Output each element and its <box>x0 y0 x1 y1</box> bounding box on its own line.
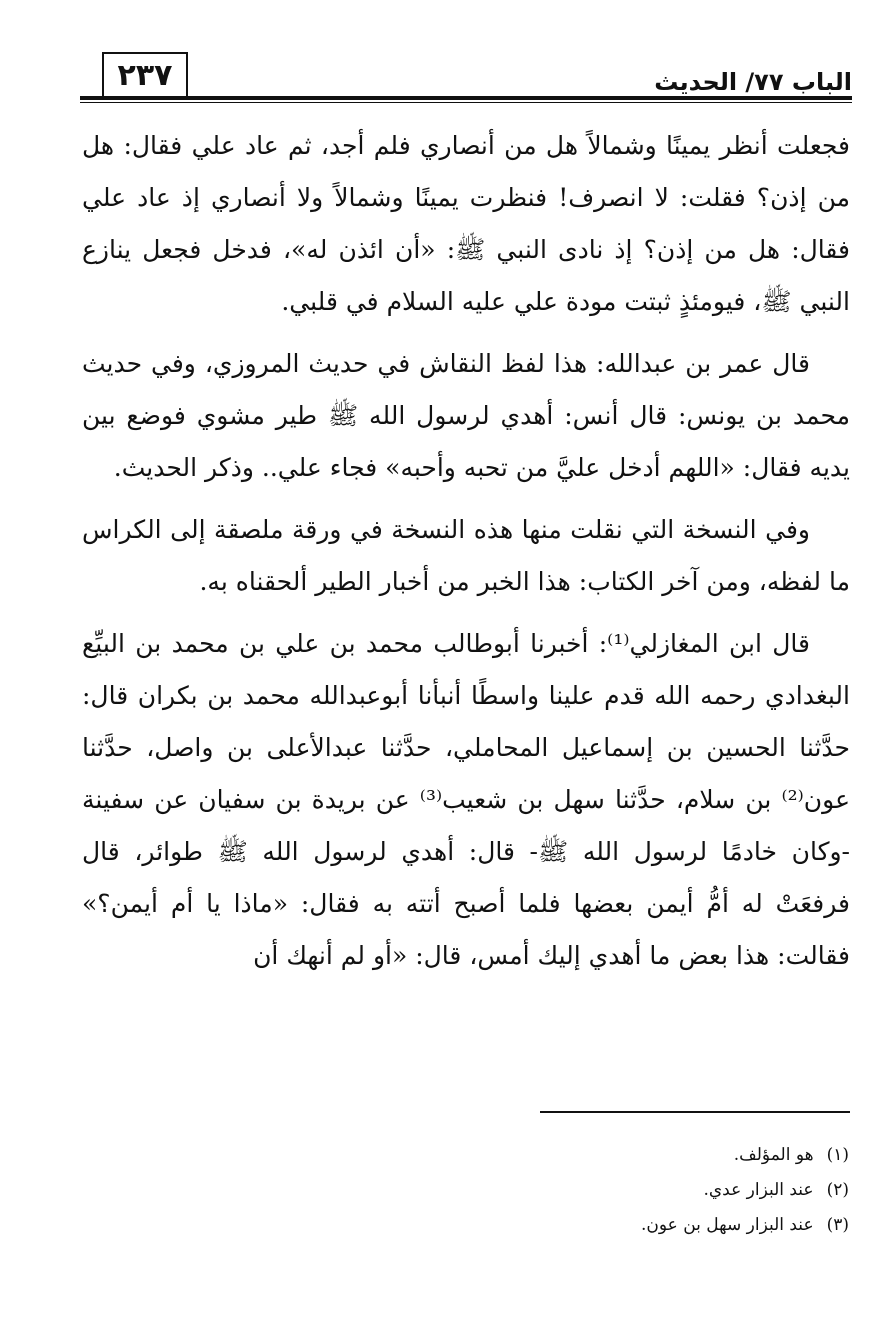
footnotes <box>349 1138 849 1243</box>
footnote-2 <box>349 1173 849 1208</box>
footnote-number: (٢) <box>826 1180 849 1200</box>
header-rule-thin <box>80 102 852 103</box>
paragraph-2: قال عمر بن عبدالله: هذا لفظ النقاش في حديث المروزي، وفي حديث محمد بن يونس: قال أنس: أهدي لرسول الله ﷺ طير مشوي فوضع بين يديه فقال: «اللهم أدخل عليَّ من تحبه وأحبه» فجاء علي.. وذكر الحديث. <box>82 349 850 482</box>
page-number-box <box>102 52 188 96</box>
page-number: ٢٣٧ <box>117 58 173 93</box>
paragraph-3: وفي النسخة التي نقلت منها هذه النسخة في ورقة ملصقة إلى الكراس ما لفظه، ومن آخر الكتاب: هذا الخبر من أخبار الطير ألحقناه به. <box>82 515 850 596</box>
body-text <box>82 120 850 982</box>
footnote-1 <box>349 1138 849 1173</box>
page-header <box>80 52 852 102</box>
footnote-text: عند البزار عدي. <box>703 1180 814 1200</box>
footnote-text: هو المؤلف. <box>733 1145 814 1165</box>
header-rule <box>80 96 852 100</box>
paragraph-1: فجعلت أنظر يمينًا وشمالاً هل من أنصاري فلم أجد، ثم عاد علي فقال: هل من إذن؟ فقلت: لا انصرف! فنظرت يمينًا وشمالاً ولا أنصاري إذ عاد علي فقال: هل من إذن؟ إذ نادى النبي ﷺ: «أن ائذن له»، فدخل فجعل ينازع النبي ﷺ، فيومئذٍ ثبتت مودة علي عليه السلام في قلبي. <box>82 131 850 316</box>
chapter-title: الباب ٧٧/ الحديث <box>654 68 852 96</box>
footnote-text: عند البزار سهل بن عون. <box>640 1215 814 1235</box>
footnote-number: (٣) <box>826 1215 849 1235</box>
footnote-separator <box>540 1111 850 1113</box>
footnote-3 <box>349 1208 849 1243</box>
paragraph-4: قال ابن المغازلي⁽¹⁾: أخبرنا أبوطالب محمد بن علي بن محمد بن البيِّع البغدادي رحمه الله قدم علينا واسطًا أنبأنا أبوعبدالله محمد بن بكران قال: حدَّثنا الحسين بن إسماعيل المحاملي، حدَّثنا عبدالأعلى بن واصل، حدَّثنا عون⁽²⁾ بن سلام، حدَّثنا سهل بن شعيب⁽³⁾ عن بريدة بن سفيان عن سفينة -وكان خادمًا لرسول الله ﷺ- قال: أهدي لرسول الله ﷺ طوائر، قال فرفعَتْ له أمُّ أيمن بعضها فلما أصبح أتته به فقال: «ماذا يا أم أيمن؟» فقالت: هذا بعض ما أهدي إليك أمس، قال: «أو لم أنهك أن <box>82 629 850 970</box>
footnote-number: (١) <box>826 1145 849 1165</box>
